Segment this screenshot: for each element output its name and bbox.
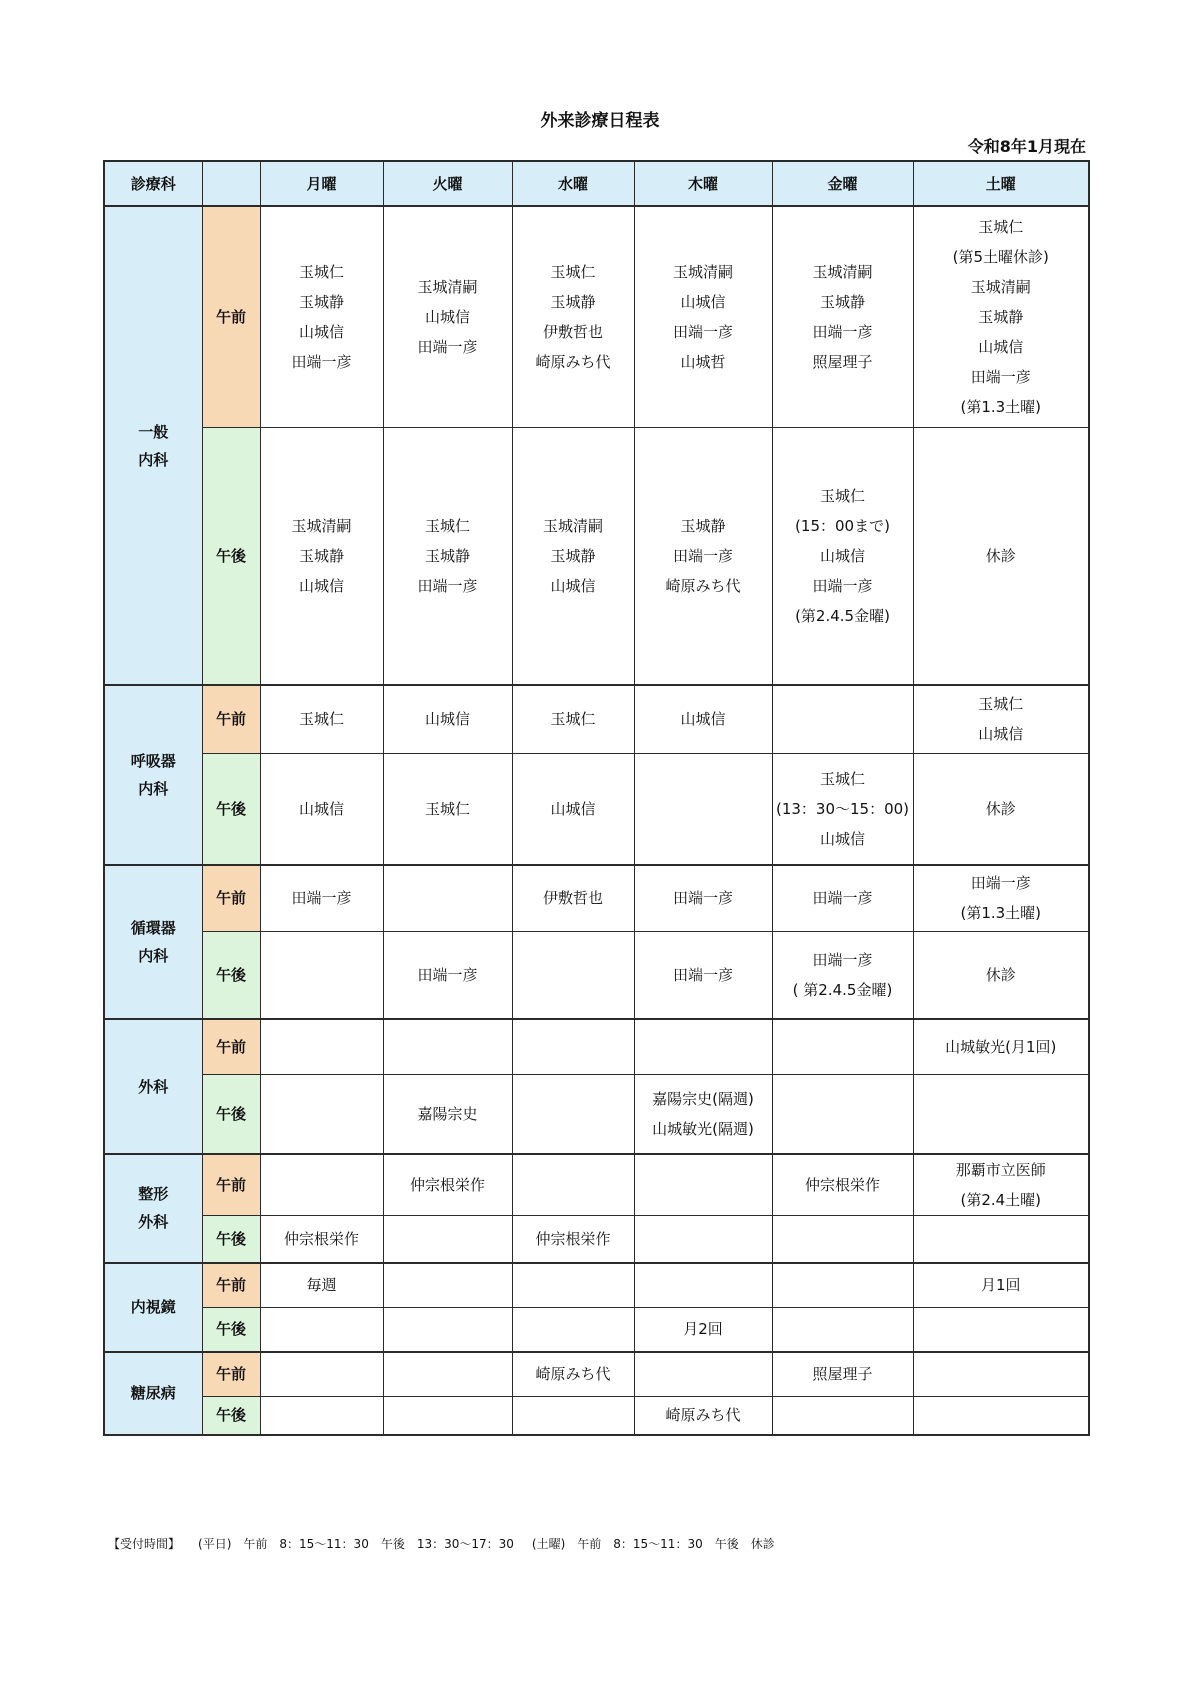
doctor-entry: 休診 [985, 799, 1016, 818]
period-am: 午前 [202, 1263, 260, 1308]
doctor-entry: 仲宗根栄作 [283, 1229, 359, 1248]
doctor-entry: 山城信 [680, 292, 726, 311]
schedule-cell-thu [634, 1074, 772, 1154]
schedule-cell-sat [913, 753, 1089, 865]
department-name [104, 685, 202, 865]
schedule-row [104, 1397, 1089, 1435]
doctor-entry: 玉城仁 [978, 695, 1024, 714]
department-name-line: 内科 [138, 450, 169, 469]
schedule-cell-wed [512, 753, 634, 865]
department-name-line: 呼吸器 [130, 752, 176, 770]
doctor-entry: 玉城静 [424, 546, 470, 565]
header-day-sat: 土曜 [913, 161, 1089, 206]
doctor-entry: 照屋理子 [812, 1365, 873, 1384]
department-name-line: 内科 [138, 947, 169, 965]
period-am: 午前 [202, 1352, 260, 1397]
period-am: 午前 [202, 685, 260, 753]
department-name-line: 循環器 [130, 919, 176, 937]
doctor-entry: 山城信 [978, 337, 1024, 356]
department-name [104, 206, 202, 685]
schedule-cell-wed [512, 427, 634, 685]
doctor-entry: 玉城静 [550, 546, 596, 565]
header-day-thu: 木曜 [634, 161, 772, 206]
schedule-row [104, 1074, 1089, 1154]
period-am: 午前 [202, 865, 260, 931]
reception-hours-label: 【受付時間】 [108, 1537, 181, 1551]
doctor-entry: 田端一彦 [417, 576, 478, 595]
schedule-cell-mon [260, 1074, 383, 1154]
schedule-cell-tue [383, 931, 512, 1019]
schedule-cell-thu [634, 1352, 772, 1397]
department-name-line: 外科 [138, 1213, 169, 1232]
schedule-cell-fri [772, 1263, 913, 1308]
schedule-cell-mon [260, 753, 383, 865]
schedule-cell-tue [383, 753, 512, 865]
schedule-cell-sat [913, 1352, 1089, 1397]
doctor-entry: (第2.4.5金曜) [795, 606, 890, 625]
doctor-entry: 那覇市立医師 [955, 1161, 1046, 1179]
schedule-row [104, 1216, 1089, 1263]
department-name-line: 内視鏡 [130, 1298, 176, 1316]
doctor-entry: 山城信 [819, 829, 865, 848]
header-row [104, 161, 1089, 206]
schedule-cell-mon [260, 685, 383, 753]
header-day-tue: 火曜 [383, 161, 512, 206]
department-name-line: 一般 [138, 422, 169, 441]
schedule-cell-tue [383, 427, 512, 685]
doctor-entry: 玉城仁 [424, 799, 470, 818]
doctor-entry: 田端一彦 [970, 367, 1031, 386]
schedule-cell-mon [260, 1397, 383, 1435]
doctor-entry: 嘉陽宗史(隔週) [652, 1089, 754, 1108]
doctor-entry: 照屋理子 [812, 352, 873, 371]
doctor-entry: 崎原みち代 [535, 1365, 611, 1384]
period-am: 午前 [202, 206, 260, 427]
period-pm: 午後 [202, 427, 260, 685]
schedule-cell-sat [913, 685, 1089, 753]
doctor-entry: 田端一彦 [812, 950, 873, 969]
schedule-cell-wed [512, 206, 634, 427]
schedule-cell-tue [383, 1216, 512, 1263]
schedule-cell-mon [260, 865, 383, 931]
schedule-cell-thu [634, 427, 772, 685]
schedule-cell-tue [383, 1019, 512, 1074]
doctor-entry: 玉城静 [550, 292, 596, 311]
schedule-cell-thu [634, 685, 772, 753]
schedule-cell-mon [260, 1019, 383, 1074]
doctor-entry: 毎週 [306, 1276, 337, 1295]
doctor-entry: 玉城仁 [819, 769, 865, 788]
schedule-cell-wed [512, 865, 634, 931]
doctor-entry: 田端一彦 [812, 322, 873, 341]
schedule-cell-thu [634, 931, 772, 1019]
schedule-cell-tue [383, 1397, 512, 1435]
header-day-fri: 金曜 [772, 161, 913, 206]
doctor-entry: 玉城清嗣 [970, 277, 1031, 296]
doctor-entry: 山城信 [550, 576, 596, 595]
reception-hours-weekday: (平日) 午前 8：15～11：30 午後 13：30～17：30 [198, 1537, 514, 1551]
doctor-entry: 玉城静 [978, 307, 1024, 326]
doctor-entry: 伊敷哲也 [542, 322, 603, 341]
schedule-cell-fri [772, 427, 913, 685]
schedule-cell-fri [772, 1216, 913, 1263]
doctor-entry: 玉城清嗣 [417, 277, 478, 296]
doctor-entry: 田端一彦 [417, 337, 478, 356]
schedule-cell-fri [772, 931, 913, 1019]
schedule-cell-sat [913, 1308, 1089, 1352]
schedule-cell-sat [913, 206, 1089, 427]
doctor-entry: 嘉陽宗史 [417, 1104, 478, 1123]
schedule-cell-fri [772, 1154, 913, 1216]
period-am: 午前 [202, 1019, 260, 1074]
schedule-cell-tue [383, 1263, 512, 1308]
doctor-entry: 玉城仁 [819, 486, 865, 505]
doctor-entry: 田端一彦 [672, 546, 733, 565]
schedule-cell-wed [512, 1216, 634, 1263]
doctor-entry: 山城信 [298, 322, 344, 341]
reception-hours-saturday: (土曜) 午前 8：15～11：30 午後 休診 [531, 1537, 775, 1551]
doctor-entry: 玉城仁 [298, 262, 344, 281]
schedule-cell-wed [512, 1263, 634, 1308]
schedule-cell-tue [383, 1154, 512, 1216]
schedule-cell-wed [512, 1154, 634, 1216]
doctor-entry: 崎原みち代 [535, 352, 611, 371]
doctor-entry: 崎原みち代 [665, 1406, 741, 1425]
schedule-row [104, 1019, 1089, 1074]
schedule-cell-sat [913, 427, 1089, 685]
schedule-row [104, 753, 1089, 865]
doctor-entry: 休診 [985, 546, 1016, 565]
doctor-entry: 山城敏光(隔週) [652, 1119, 754, 1138]
schedule-cell-tue [383, 865, 512, 931]
doctor-entry: 月2回 [683, 1320, 723, 1339]
as-of-date: 令和8年1月現在 [967, 137, 1086, 156]
department-name-line: 糖尿病 [130, 1384, 176, 1402]
doctor-entry: 玉城清嗣 [812, 262, 873, 281]
doctor-entry: 山城信 [298, 799, 344, 818]
period-am: 午前 [202, 1154, 260, 1216]
schedule-cell-wed [512, 1074, 634, 1154]
doctor-entry: 玉城仁 [550, 710, 596, 729]
schedule-cell-fri [772, 1019, 913, 1074]
department-name [104, 865, 202, 1019]
doctor-entry: 仲宗根栄作 [535, 1229, 611, 1248]
doctor-entry: 仲宗根栄作 [409, 1176, 485, 1194]
schedule-cell-tue [383, 1352, 512, 1397]
schedule-cell-wed [512, 931, 634, 1019]
doctor-entry: 田端一彦 [812, 576, 873, 595]
doctor-entry: 玉城静 [680, 516, 726, 535]
schedule-row [104, 1352, 1089, 1397]
doctor-entry: 玉城仁 [298, 710, 344, 729]
schedule-cell-mon [260, 931, 383, 1019]
schedule-cell-mon [260, 1352, 383, 1397]
schedule-cell-wed [512, 1397, 634, 1435]
doctor-entry: (15：00まで) [795, 516, 890, 535]
schedule-row [104, 1308, 1089, 1352]
doctor-entry: (13：30～15：00) [775, 799, 910, 818]
schedule-cell-sat [913, 1263, 1089, 1308]
doctor-entry: 田端一彦 [291, 352, 352, 371]
schedule-cell-mon [260, 1216, 383, 1263]
schedule-cell-thu [634, 1019, 772, 1074]
period-pm: 午後 [202, 931, 260, 1019]
schedule-cell-tue [383, 206, 512, 427]
doctor-entry: 玉城仁 [978, 217, 1024, 236]
doctor-entry: (第2.4土曜) [960, 1191, 1042, 1209]
schedule-table [103, 160, 1090, 1436]
schedule-cell-wed [512, 685, 634, 753]
schedule-cell-thu [634, 1216, 772, 1263]
doctor-entry: 玉城清嗣 [291, 516, 352, 535]
header-day-mon: 月曜 [260, 161, 383, 206]
schedule-cell-mon [260, 427, 383, 685]
doctor-entry: 山城信 [819, 546, 865, 565]
doctor-entry: 山城敏光(月1回) [945, 1037, 1057, 1056]
schedule-cell-wed [512, 1019, 634, 1074]
schedule-cell-fri [772, 1397, 913, 1435]
doctor-entry: 山城信 [424, 710, 470, 729]
schedule-cell-mon [260, 1308, 383, 1352]
schedule-cell-sat [913, 1216, 1089, 1263]
schedule-cell-fri [772, 1308, 913, 1352]
schedule-cell-tue [383, 1074, 512, 1154]
doctor-entry: (第1.3土曜) [960, 397, 1042, 416]
doctor-entry: 田端一彦 [291, 889, 352, 908]
schedule-row [104, 1263, 1089, 1308]
schedule-cell-fri [772, 865, 913, 931]
doctor-entry: 仲宗根栄作 [804, 1176, 880, 1194]
doctor-entry: 山城信 [424, 307, 470, 326]
schedule-cell-mon [260, 1263, 383, 1308]
schedule-cell-sat [913, 1074, 1089, 1154]
department-name-line: 内科 [138, 780, 169, 798]
doctor-entry: 玉城仁 [550, 262, 596, 281]
doctor-entry: (第1.3土曜) [960, 904, 1042, 923]
schedule-cell-wed [512, 1352, 634, 1397]
department-name [104, 1154, 202, 1263]
schedule-cell-thu [634, 1308, 772, 1352]
schedule-cell-thu [634, 1397, 772, 1435]
schedule-cell-thu [634, 865, 772, 931]
schedule-cell-tue [383, 685, 512, 753]
doctor-entry: 玉城清嗣 [672, 262, 733, 281]
schedule-cell-fri [772, 753, 913, 865]
schedule-cell-fri [772, 1074, 913, 1154]
doctor-entry: 休診 [985, 965, 1016, 984]
schedule-cell-sat [913, 1154, 1089, 1216]
doctor-entry: 田端一彦 [417, 965, 478, 984]
schedule-row [104, 206, 1089, 427]
header-department: 診療科 [104, 161, 202, 206]
doctor-entry: 玉城静 [819, 292, 865, 311]
doctor-entry: 山城信 [680, 710, 726, 729]
doctor-entry: 山城信 [298, 576, 344, 595]
schedule-cell-sat [913, 865, 1089, 931]
schedule-cell-mon [260, 206, 383, 427]
doctor-entry: 崎原みち代 [665, 576, 741, 595]
doctor-entry: 玉城仁 [424, 516, 470, 535]
doctor-entry: 田端一彦 [812, 889, 873, 908]
schedule-cell-thu [634, 753, 772, 865]
period-pm: 午後 [202, 753, 260, 865]
schedule-cell-thu [634, 1263, 772, 1308]
doctor-entry: 田端一彦 [672, 322, 733, 341]
period-pm: 午後 [202, 1074, 260, 1154]
schedule-cell-fri [772, 1352, 913, 1397]
schedule-cell-wed [512, 1308, 634, 1352]
period-pm: 午後 [202, 1397, 260, 1435]
schedule-cell-thu [634, 1154, 772, 1216]
schedule-cell-fri [772, 685, 913, 753]
doctor-entry: ( 第2.4.5金曜) [792, 980, 893, 999]
schedule-row [104, 685, 1089, 753]
schedule-cell-fri [772, 206, 913, 427]
doctor-entry: 玉城静 [298, 292, 344, 311]
doctor-entry: 山城信 [978, 725, 1024, 744]
doctor-entry: 田端一彦 [970, 874, 1031, 893]
department-name-line: 外科 [138, 1077, 169, 1096]
period-pm: 午後 [202, 1308, 260, 1352]
schedule-row [104, 427, 1089, 685]
schedule-cell-tue [383, 1308, 512, 1352]
reception-hours [108, 1535, 793, 1552]
doctor-entry: 田端一彦 [672, 965, 733, 984]
doctor-entry: 玉城清嗣 [542, 516, 603, 535]
doctor-entry: 山城信 [550, 799, 596, 818]
doctor-entry: 月1回 [980, 1276, 1021, 1295]
schedule-cell-sat [913, 1019, 1089, 1074]
schedule-cell-thu [634, 206, 772, 427]
doctor-entry: 山城哲 [680, 352, 726, 371]
page-title: 外来診療日程表 [540, 111, 660, 131]
schedule-cell-sat [913, 931, 1089, 1019]
doctor-entry: (第5土曜休診) [952, 247, 1049, 266]
doctor-entry: 玉城静 [298, 546, 344, 565]
department-name-line: 整形 [138, 1185, 169, 1204]
header-period [202, 161, 260, 206]
schedule-row [104, 931, 1089, 1019]
schedule-row [104, 1154, 1089, 1216]
period-pm: 午後 [202, 1216, 260, 1263]
department-name [104, 1263, 202, 1352]
schedule-cell-mon [260, 1154, 383, 1216]
department-name [104, 1352, 202, 1435]
schedule-cell-sat [913, 1397, 1089, 1435]
schedule-row [104, 865, 1089, 931]
doctor-entry: 伊敷哲也 [542, 889, 603, 908]
department-name [104, 1019, 202, 1154]
doctor-entry: 田端一彦 [672, 889, 733, 908]
header-day-wed: 水曜 [512, 161, 634, 206]
schedule-body [104, 206, 1089, 1435]
